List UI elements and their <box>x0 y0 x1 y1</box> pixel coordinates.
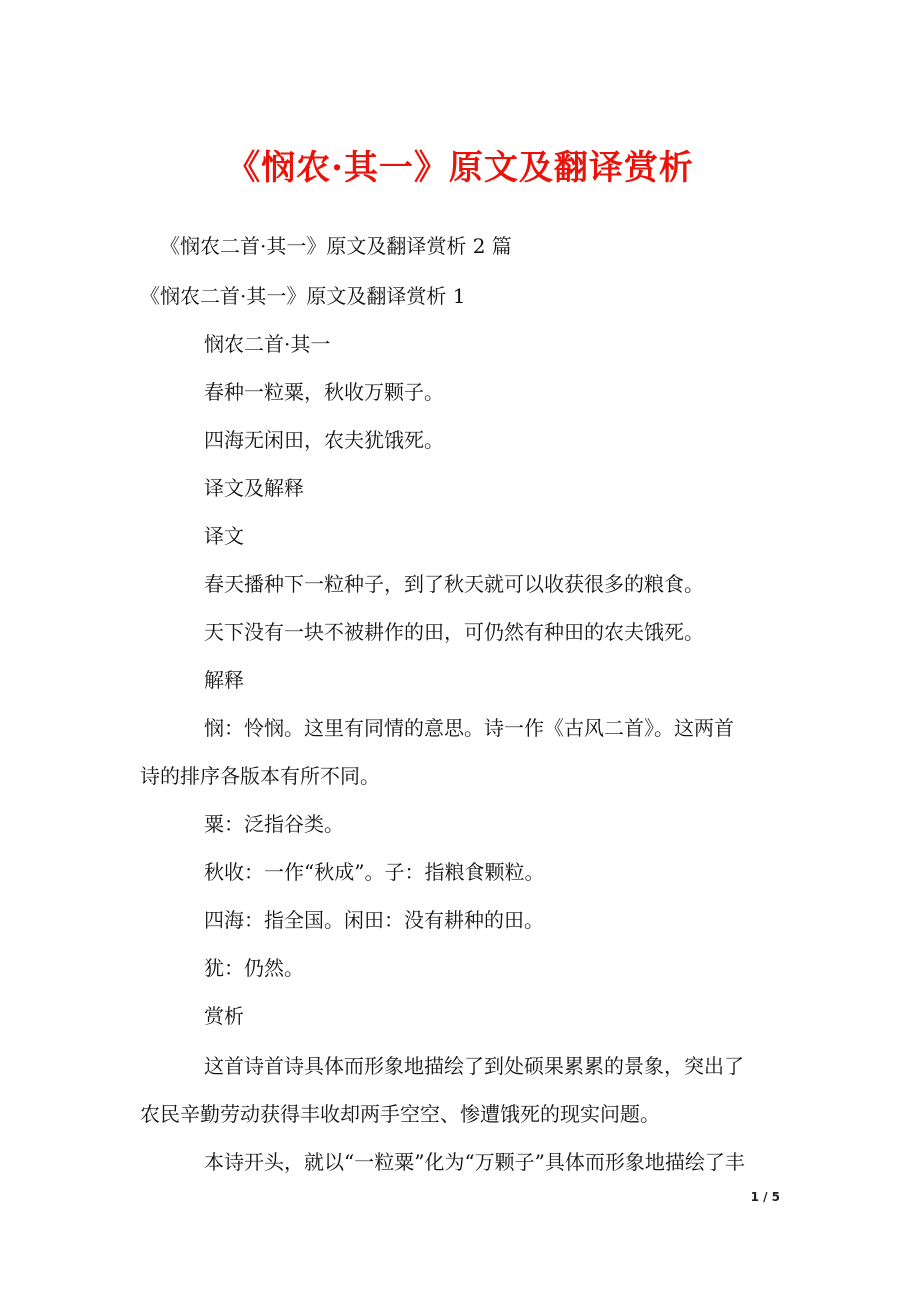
section-heading: 《悯农二首·其一》原文及翻译赏析 1 <box>140 284 466 308</box>
poem-line: 春种一粒粟，秋收万颗子。 <box>204 380 444 404</box>
section-heading: 赏析 <box>204 1004 244 1028</box>
explanation-line: 犹：仍然。 <box>204 956 304 980</box>
analysis-line: 本诗开头，就以“一粒粟”化为“万颗子”具体而形象地描绘了丰 <box>204 1150 745 1174</box>
analysis-line: 这首诗首诗具体而形象地描绘了到处硕果累累的景象，突出了 <box>204 1054 744 1078</box>
section-heading: 译文及解释 <box>204 476 304 500</box>
explanation-line: 诗的排序各版本有所不同。 <box>140 764 380 788</box>
explanation-line: 秋收：一作“秋成”。子：指粮食颗粒。 <box>204 860 545 884</box>
document-title: 《悯农·其一》原文及翻译赏析 <box>226 148 694 188</box>
explanation-line: 四海：指全国。闲田：没有耕种的田。 <box>204 908 544 932</box>
analysis-line: 农民辛勤劳动获得丰收却两手空空、惨遭饿死的现实问题。 <box>140 1102 660 1126</box>
poem-line: 四海无闲田，农夫犹饿死。 <box>204 428 444 452</box>
subtitle-line: 《悯农二首·其一》原文及翻译赏析 2 篇 <box>160 234 512 258</box>
explanation-line: 粟：泛指谷类。 <box>204 812 344 836</box>
explanation-line: 悯：怜悯。这里有同情的意思。诗一作《古风二首》。这两首 <box>204 716 734 740</box>
translation-line: 天下没有一块不被耕作的田，可仍然有种田的农夫饿死。 <box>204 620 704 644</box>
section-heading: 解释 <box>204 668 244 692</box>
translation-line: 春天播种下一粒种子，到了秋天就可以收获很多的粮食。 <box>204 572 704 596</box>
section-heading: 译文 <box>204 524 244 548</box>
page-indicator: 1 / 5 <box>750 1190 780 1204</box>
poem-title: 悯农二首·其一 <box>204 332 331 356</box>
